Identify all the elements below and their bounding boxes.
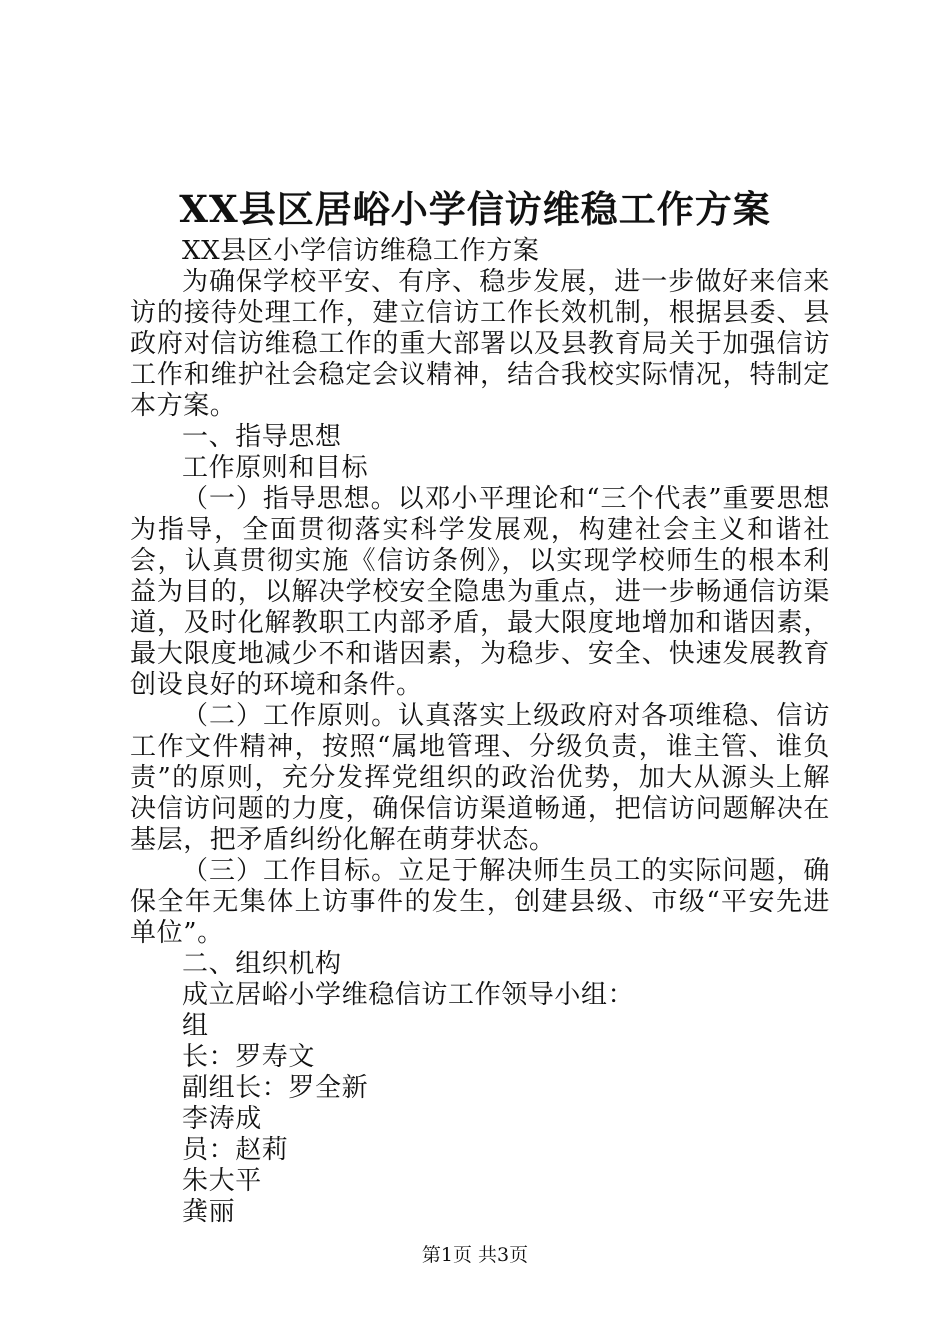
organization-intro: 成立居峪小学维稳信访工作领导小组： <box>182 980 635 1010</box>
roster-line: 李涛成 <box>182 1104 262 1134</box>
document-body <box>130 236 830 1228</box>
point-work-goal: （三）工作目标。立足于解决师生员工的实际问题，确保全年无集体上访事件的发生，创建县级、市级“平安先进单位”。 <box>130 856 830 948</box>
section-heading-guiding-thought: 一、指导思想 <box>182 422 342 452</box>
roster-line: 朱大平 <box>182 1166 262 1196</box>
roster-line: 龚丽 <box>182 1197 236 1227</box>
section-heading-organization: 二、组织机构 <box>182 949 342 979</box>
point-guiding-thought: （一）指导思想。以邓小平理论和“三个代表”重要思想为指导，全面贯彻落实科学发展观，构建社会主义和谐社会，认真贯彻实施《信访条例》，以实现学校师生的根本利益为目的，以解决学校安全隐患为重点，进一步畅通信访渠道，及时化解教职工内部矛盾，最大限度地增加和谐因素，最大限度地减少不和谐因素，为稳步、安全、快速发展教育创设良好的环境和条件。 <box>130 484 830 700</box>
document-subtitle: XX县区小学信访维稳工作方案 <box>182 236 540 266</box>
roster-line: 组 <box>182 1011 209 1041</box>
roster-line: 长：罗寿文 <box>182 1042 316 1072</box>
document-title: XX县区居峪小学信访维稳工作方案 <box>179 187 771 231</box>
section-subheading-principles: 工作原则和目标 <box>182 453 369 483</box>
roster-line: 员：赵莉 <box>182 1135 289 1165</box>
intro-paragraph: 为确保学校平安、有序、稳步发展，进一步做好来信来访的接待处理工作，建立信访工作长效机制，根据县委、县政府对信访维稳工作的重大部署以及县教育局关于加强信访工作和维护社会稳定会议精神，结合我校实际情况，特制定本方案。 <box>130 267 830 421</box>
point-work-principle: （二）工作原则。认真落实上级政府对各项维稳、信访工作文件精神，按照“属地管理、分级负责，谁主管、谁负责”的原则，充分发挥党组织的政治优势，加大从源头上解决信访问题的力度，确保信访渠道畅通，把信访问题解决在基层，把矛盾纠纷化解在萌芽状态。 <box>130 701 830 855</box>
roster-line: 副组长：罗全新 <box>182 1073 369 1103</box>
page-number-footer: 第1页 共3页 <box>421 1244 529 1266</box>
